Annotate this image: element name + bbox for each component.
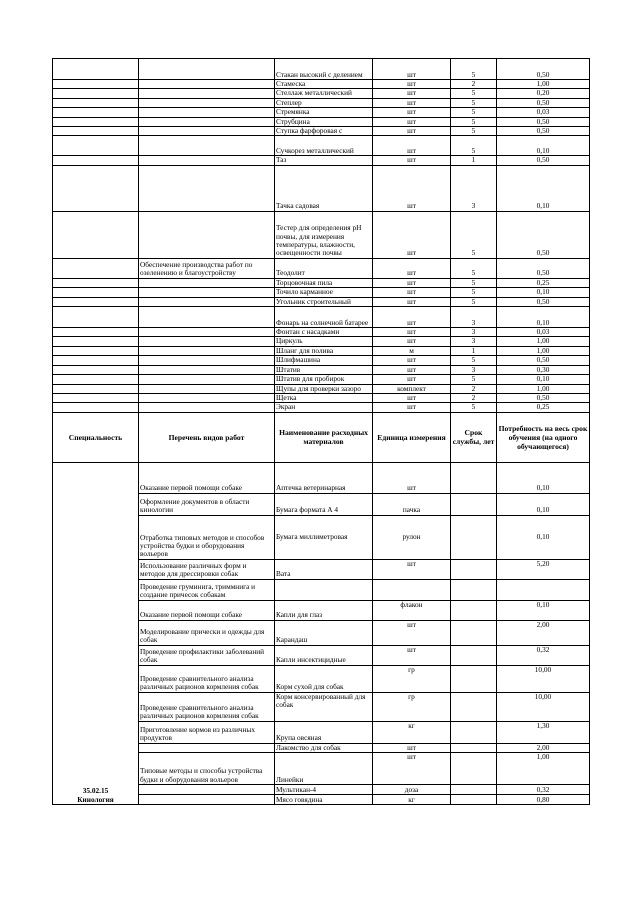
table-row xyxy=(53,211,590,258)
work-cell xyxy=(139,403,275,412)
term-cell: 2 xyxy=(451,384,497,393)
table-row xyxy=(53,365,590,374)
unit-cell: пачка xyxy=(373,493,451,515)
header-works: Перечень видов работ xyxy=(139,412,275,462)
term-cell: 5 xyxy=(451,117,497,126)
work-cell xyxy=(139,346,275,355)
unit-cell xyxy=(373,579,451,600)
work-cell xyxy=(139,98,275,107)
unit-cell: шт xyxy=(373,136,451,156)
term-cell xyxy=(451,753,497,785)
need-cell: 1,30 xyxy=(497,721,590,743)
work-cell xyxy=(139,337,275,346)
unit-cell: шт xyxy=(373,108,451,117)
need-cell: 0,50 xyxy=(497,59,590,80)
term-cell: 5 xyxy=(451,59,497,80)
term-cell: 5 xyxy=(451,258,497,278)
table-row xyxy=(53,356,590,365)
work-cell xyxy=(139,328,275,337)
material-cell: Капли инсектицидные xyxy=(275,645,373,665)
term-cell xyxy=(451,743,497,752)
unit-cell: шт xyxy=(373,462,451,493)
material-cell: Штатив для пробирок xyxy=(275,375,373,384)
work-cell xyxy=(139,108,275,117)
material-cell: Штатив xyxy=(275,365,373,374)
unit-cell: гр xyxy=(373,692,451,721)
material-cell: Щупы для проверки зазоро xyxy=(275,384,373,393)
material-cell: Корм консервированный для собак xyxy=(275,692,373,721)
term-cell xyxy=(451,692,497,721)
term-cell: 5 xyxy=(451,278,497,287)
work-cell: Проведение сравнительного анализа различных рационов кормления собак xyxy=(139,692,275,721)
header-materials: Наименование расходных материалов xyxy=(275,412,373,462)
material-cell: Шланг для полива xyxy=(275,346,373,355)
term-cell: 5 xyxy=(451,108,497,117)
need-cell: 0,10 xyxy=(497,462,590,493)
term-cell: 5 xyxy=(451,211,497,258)
work-cell xyxy=(139,785,275,795)
unit-cell: шт xyxy=(373,258,451,278)
materials-table xyxy=(52,58,590,805)
unit-cell: шт xyxy=(373,356,451,365)
work-cell: Проведение профилактики заболеваний собак xyxy=(139,645,275,665)
unit-cell: шт xyxy=(373,743,451,752)
need-cell: 2,00 xyxy=(497,620,590,645)
material-cell: Бумага формата А 4 xyxy=(275,493,373,515)
need-cell: 0,10 xyxy=(497,136,590,156)
work-cell xyxy=(139,211,275,258)
term-cell xyxy=(451,645,497,665)
term-cell: 5 xyxy=(451,356,497,365)
unit-cell: шт xyxy=(373,375,451,384)
table-row xyxy=(53,127,590,136)
table-row xyxy=(53,328,590,337)
need-cell: 0,50 xyxy=(497,156,590,165)
term-cell xyxy=(451,795,497,805)
table-row xyxy=(53,136,590,156)
need-cell xyxy=(497,579,590,600)
need-cell: 10,00 xyxy=(497,665,590,692)
header-section xyxy=(53,412,590,462)
work-cell: Проведение сравнительного анализа различных рационов кормления собак xyxy=(139,665,275,692)
material-cell: Стремянка xyxy=(275,108,373,117)
work-cell: Оказание первой помощи собаке xyxy=(139,600,275,620)
unit-cell: доза xyxy=(373,785,451,795)
material-cell: Циркуль xyxy=(275,337,373,346)
unit-cell: шт xyxy=(373,559,451,579)
need-cell: 0,20 xyxy=(497,89,590,98)
unit-cell: шт xyxy=(373,328,451,337)
unit-cell: шт xyxy=(373,297,451,306)
work-cell: Приготовление кормов из различных продуктов xyxy=(139,721,275,743)
term-cell: 5 xyxy=(451,288,497,297)
work-cell xyxy=(139,297,275,306)
need-cell: 1,00 xyxy=(497,753,590,785)
material-cell: Корм сухой для собак xyxy=(275,665,373,692)
table-row xyxy=(53,307,590,328)
material-cell: Таз xyxy=(275,156,373,165)
material-cell: Ступка фарфоровая с xyxy=(275,127,373,136)
table-row xyxy=(53,89,590,98)
need-cell: 0,50 xyxy=(497,356,590,365)
material-cell: Сучкорез металлический xyxy=(275,136,373,156)
material-cell: Фонарь на солнечной батарее xyxy=(275,307,373,328)
specialty-cell xyxy=(53,462,139,804)
material-cell: Щетка xyxy=(275,393,373,402)
unit-cell: шт xyxy=(373,156,451,165)
term-cell xyxy=(451,559,497,579)
material-cell: Лакомство для собак xyxy=(275,743,373,752)
material-cell: Фонтан с насадками xyxy=(275,328,373,337)
material-cell: Крупа овсяная xyxy=(275,721,373,743)
table-row xyxy=(53,393,590,402)
work-cell xyxy=(139,375,275,384)
term-cell: 5 xyxy=(451,136,497,156)
material-cell: Степлер xyxy=(275,98,373,107)
term-cell xyxy=(451,515,497,559)
need-cell: 0,10 xyxy=(497,493,590,515)
material-cell: Шлифмашина xyxy=(275,356,373,365)
unit-cell: шт xyxy=(373,80,451,89)
material-cell: Вата xyxy=(275,559,373,579)
unit-cell: флакон xyxy=(373,600,451,620)
need-cell: 0,50 xyxy=(497,117,590,126)
material-cell: Стакан высокий с делением xyxy=(275,59,373,80)
unit-cell: шт xyxy=(373,307,451,328)
specialty-code: 35.02.15 xyxy=(82,786,109,796)
need-cell: 0,10 xyxy=(497,515,590,559)
work-cell xyxy=(139,384,275,393)
unit-cell: шт xyxy=(373,127,451,136)
header-specialty: Специальность xyxy=(53,412,139,462)
work-cell xyxy=(139,59,275,80)
work-cell: Отработка типовых методов и способов устройства будки и оборудования вольеров xyxy=(139,515,275,559)
material-cell: Тестер для определения pH почвы, для измерения температуры, влажности, освещенности почвы xyxy=(275,211,373,258)
need-cell: 1,00 xyxy=(497,346,590,355)
header-row xyxy=(53,412,590,462)
unit-cell: гр xyxy=(373,665,451,692)
need-cell: 0,50 xyxy=(497,127,590,136)
table-row xyxy=(53,403,590,412)
need-cell: 0,10 xyxy=(497,165,590,211)
unit-cell: шт xyxy=(373,753,451,785)
need-cell: 0,50 xyxy=(497,393,590,402)
material-cell: Аптечка ветеринарная xyxy=(275,462,373,493)
unit-cell: шт xyxy=(373,645,451,665)
work-cell xyxy=(139,278,275,287)
need-cell: 0,50 xyxy=(497,211,590,258)
work-cell xyxy=(139,743,275,752)
material-cell: Бумага миллиметровая xyxy=(275,515,373,559)
header-unit: Единица измерения xyxy=(373,412,451,462)
work-cell xyxy=(139,127,275,136)
term-cell: 5 xyxy=(451,98,497,107)
table-row xyxy=(53,288,590,297)
table-row xyxy=(53,337,590,346)
unit-cell: рулон xyxy=(373,515,451,559)
term-cell: 1 xyxy=(451,156,497,165)
need-cell: 0,10 xyxy=(497,307,590,328)
need-cell: 0,03 xyxy=(497,108,590,117)
term-cell xyxy=(451,493,497,515)
unit-cell: м xyxy=(373,346,451,355)
table-row xyxy=(53,156,590,165)
term-cell xyxy=(451,665,497,692)
work-cell xyxy=(139,156,275,165)
material-cell: Торцовочная пила xyxy=(275,278,373,287)
term-cell xyxy=(451,579,497,600)
table-row xyxy=(53,98,590,107)
term-cell: 3 xyxy=(451,337,497,346)
term-cell: 5 xyxy=(451,403,497,412)
need-cell: 1,00 xyxy=(497,384,590,393)
table-row xyxy=(53,462,590,493)
term-cell: 2 xyxy=(451,80,497,89)
material-cell: Линейки xyxy=(275,753,373,785)
material-cell: Точило карманное xyxy=(275,288,373,297)
need-cell: 0,30 xyxy=(497,365,590,374)
work-cell xyxy=(139,356,275,365)
work-cell: Оказание первой помощи собаке xyxy=(139,462,275,493)
table-row xyxy=(53,346,590,355)
material-cell: Мясо говядина xyxy=(275,795,373,805)
need-cell: 1,00 xyxy=(497,80,590,89)
work-cell: Обеспечение производства работ по озеленению и благоустройству xyxy=(139,258,275,278)
need-cell: 0,50 xyxy=(497,258,590,278)
header-term: Срок службы, лет xyxy=(451,412,497,462)
need-cell: 0,32 xyxy=(497,645,590,665)
unit-cell: шт xyxy=(373,89,451,98)
table-row xyxy=(53,278,590,287)
material-cell: Карандаш xyxy=(275,620,373,645)
need-cell: 1,00 xyxy=(497,337,590,346)
bottom-section xyxy=(53,462,590,804)
term-cell xyxy=(451,785,497,795)
work-cell xyxy=(139,393,275,402)
table-row xyxy=(53,59,590,80)
work-cell xyxy=(139,365,275,374)
unit-cell: шт xyxy=(373,117,451,126)
term-cell xyxy=(451,620,497,645)
work-cell xyxy=(139,136,275,156)
work-cell xyxy=(139,795,275,805)
specialty-name: Кинология xyxy=(77,794,114,804)
term-cell xyxy=(451,462,497,493)
material-cell: Теодолит xyxy=(275,258,373,278)
need-cell: 0,03 xyxy=(497,328,590,337)
need-cell: 0,25 xyxy=(497,403,590,412)
work-cell xyxy=(139,288,275,297)
table-row xyxy=(53,165,590,211)
material-cell: Капли для глаз xyxy=(275,600,373,620)
need-cell: 0,10 xyxy=(497,600,590,620)
unit-cell: шт xyxy=(373,98,451,107)
work-cell: Оформление документов в области кинологии xyxy=(139,493,275,515)
unit-cell: кг xyxy=(373,795,451,805)
table-row xyxy=(53,258,590,278)
need-cell: 5,20 xyxy=(497,559,590,579)
unit-cell: шт xyxy=(373,393,451,402)
term-cell: 5 xyxy=(451,297,497,306)
work-cell: Проведение груминига, триммнига и создание причесок собакам xyxy=(139,579,275,600)
header-need: Потребность на весь срок обучения (на одного обучающегося) xyxy=(497,412,590,462)
term-cell xyxy=(451,600,497,620)
work-cell xyxy=(139,89,275,98)
term-cell: 5 xyxy=(451,89,497,98)
unit-cell: шт xyxy=(373,620,451,645)
table-row xyxy=(53,117,590,126)
material-cell: Стеллаж металлический xyxy=(275,89,373,98)
unit-cell: шт xyxy=(373,365,451,374)
material-cell: Угольник строительный xyxy=(275,297,373,306)
need-cell: 0,10 xyxy=(497,375,590,384)
material-cell: Тачка садовая xyxy=(275,165,373,211)
need-cell: 2,00 xyxy=(497,743,590,752)
material-cell: Мультикан-4 xyxy=(275,785,373,795)
term-cell: 5 xyxy=(451,375,497,384)
term-cell: 1 xyxy=(451,346,497,355)
top-section xyxy=(53,59,590,413)
work-cell xyxy=(139,307,275,328)
unit-cell: комплект xyxy=(373,384,451,393)
unit-cell: шт xyxy=(373,288,451,297)
work-cell xyxy=(139,117,275,126)
term-cell: 3 xyxy=(451,307,497,328)
work-cell: Типовые методы и способы устройства будки и оборудования вольеров xyxy=(139,753,275,785)
need-cell: 0,32 xyxy=(497,785,590,795)
term-cell: 2 xyxy=(451,393,497,402)
table-row xyxy=(53,108,590,117)
unit-cell: шт xyxy=(373,337,451,346)
need-cell: 0,80 xyxy=(497,795,590,805)
unit-cell: шт xyxy=(373,165,451,211)
table-row xyxy=(53,297,590,306)
term-cell: 3 xyxy=(451,165,497,211)
work-cell: Моделирование прически и одежды для собак xyxy=(139,620,275,645)
term-cell: 3 xyxy=(451,328,497,337)
unit-cell: кг xyxy=(373,721,451,743)
unit-cell: шт xyxy=(373,278,451,287)
material-cell xyxy=(275,579,373,600)
need-cell: 0,10 xyxy=(497,288,590,297)
term-cell xyxy=(451,721,497,743)
need-cell: 10,00 xyxy=(497,692,590,721)
table-row xyxy=(53,80,590,89)
material-cell: Экран xyxy=(275,403,373,412)
work-cell xyxy=(139,80,275,89)
unit-cell: шт xyxy=(373,59,451,80)
term-cell: 5 xyxy=(451,127,497,136)
unit-cell: шт xyxy=(373,211,451,258)
material-cell: Струбцина xyxy=(275,117,373,126)
term-cell: 3 xyxy=(451,365,497,374)
need-cell: 0,50 xyxy=(497,297,590,306)
work-cell xyxy=(139,165,275,211)
material-cell: Стамеска xyxy=(275,80,373,89)
table-row xyxy=(53,375,590,384)
need-cell: 0,50 xyxy=(497,98,590,107)
table-row xyxy=(53,384,590,393)
work-cell: Использование различных форм и методов для дрессировки собак xyxy=(139,559,275,579)
need-cell: 0,25 xyxy=(497,278,590,287)
unit-cell: шт xyxy=(373,403,451,412)
